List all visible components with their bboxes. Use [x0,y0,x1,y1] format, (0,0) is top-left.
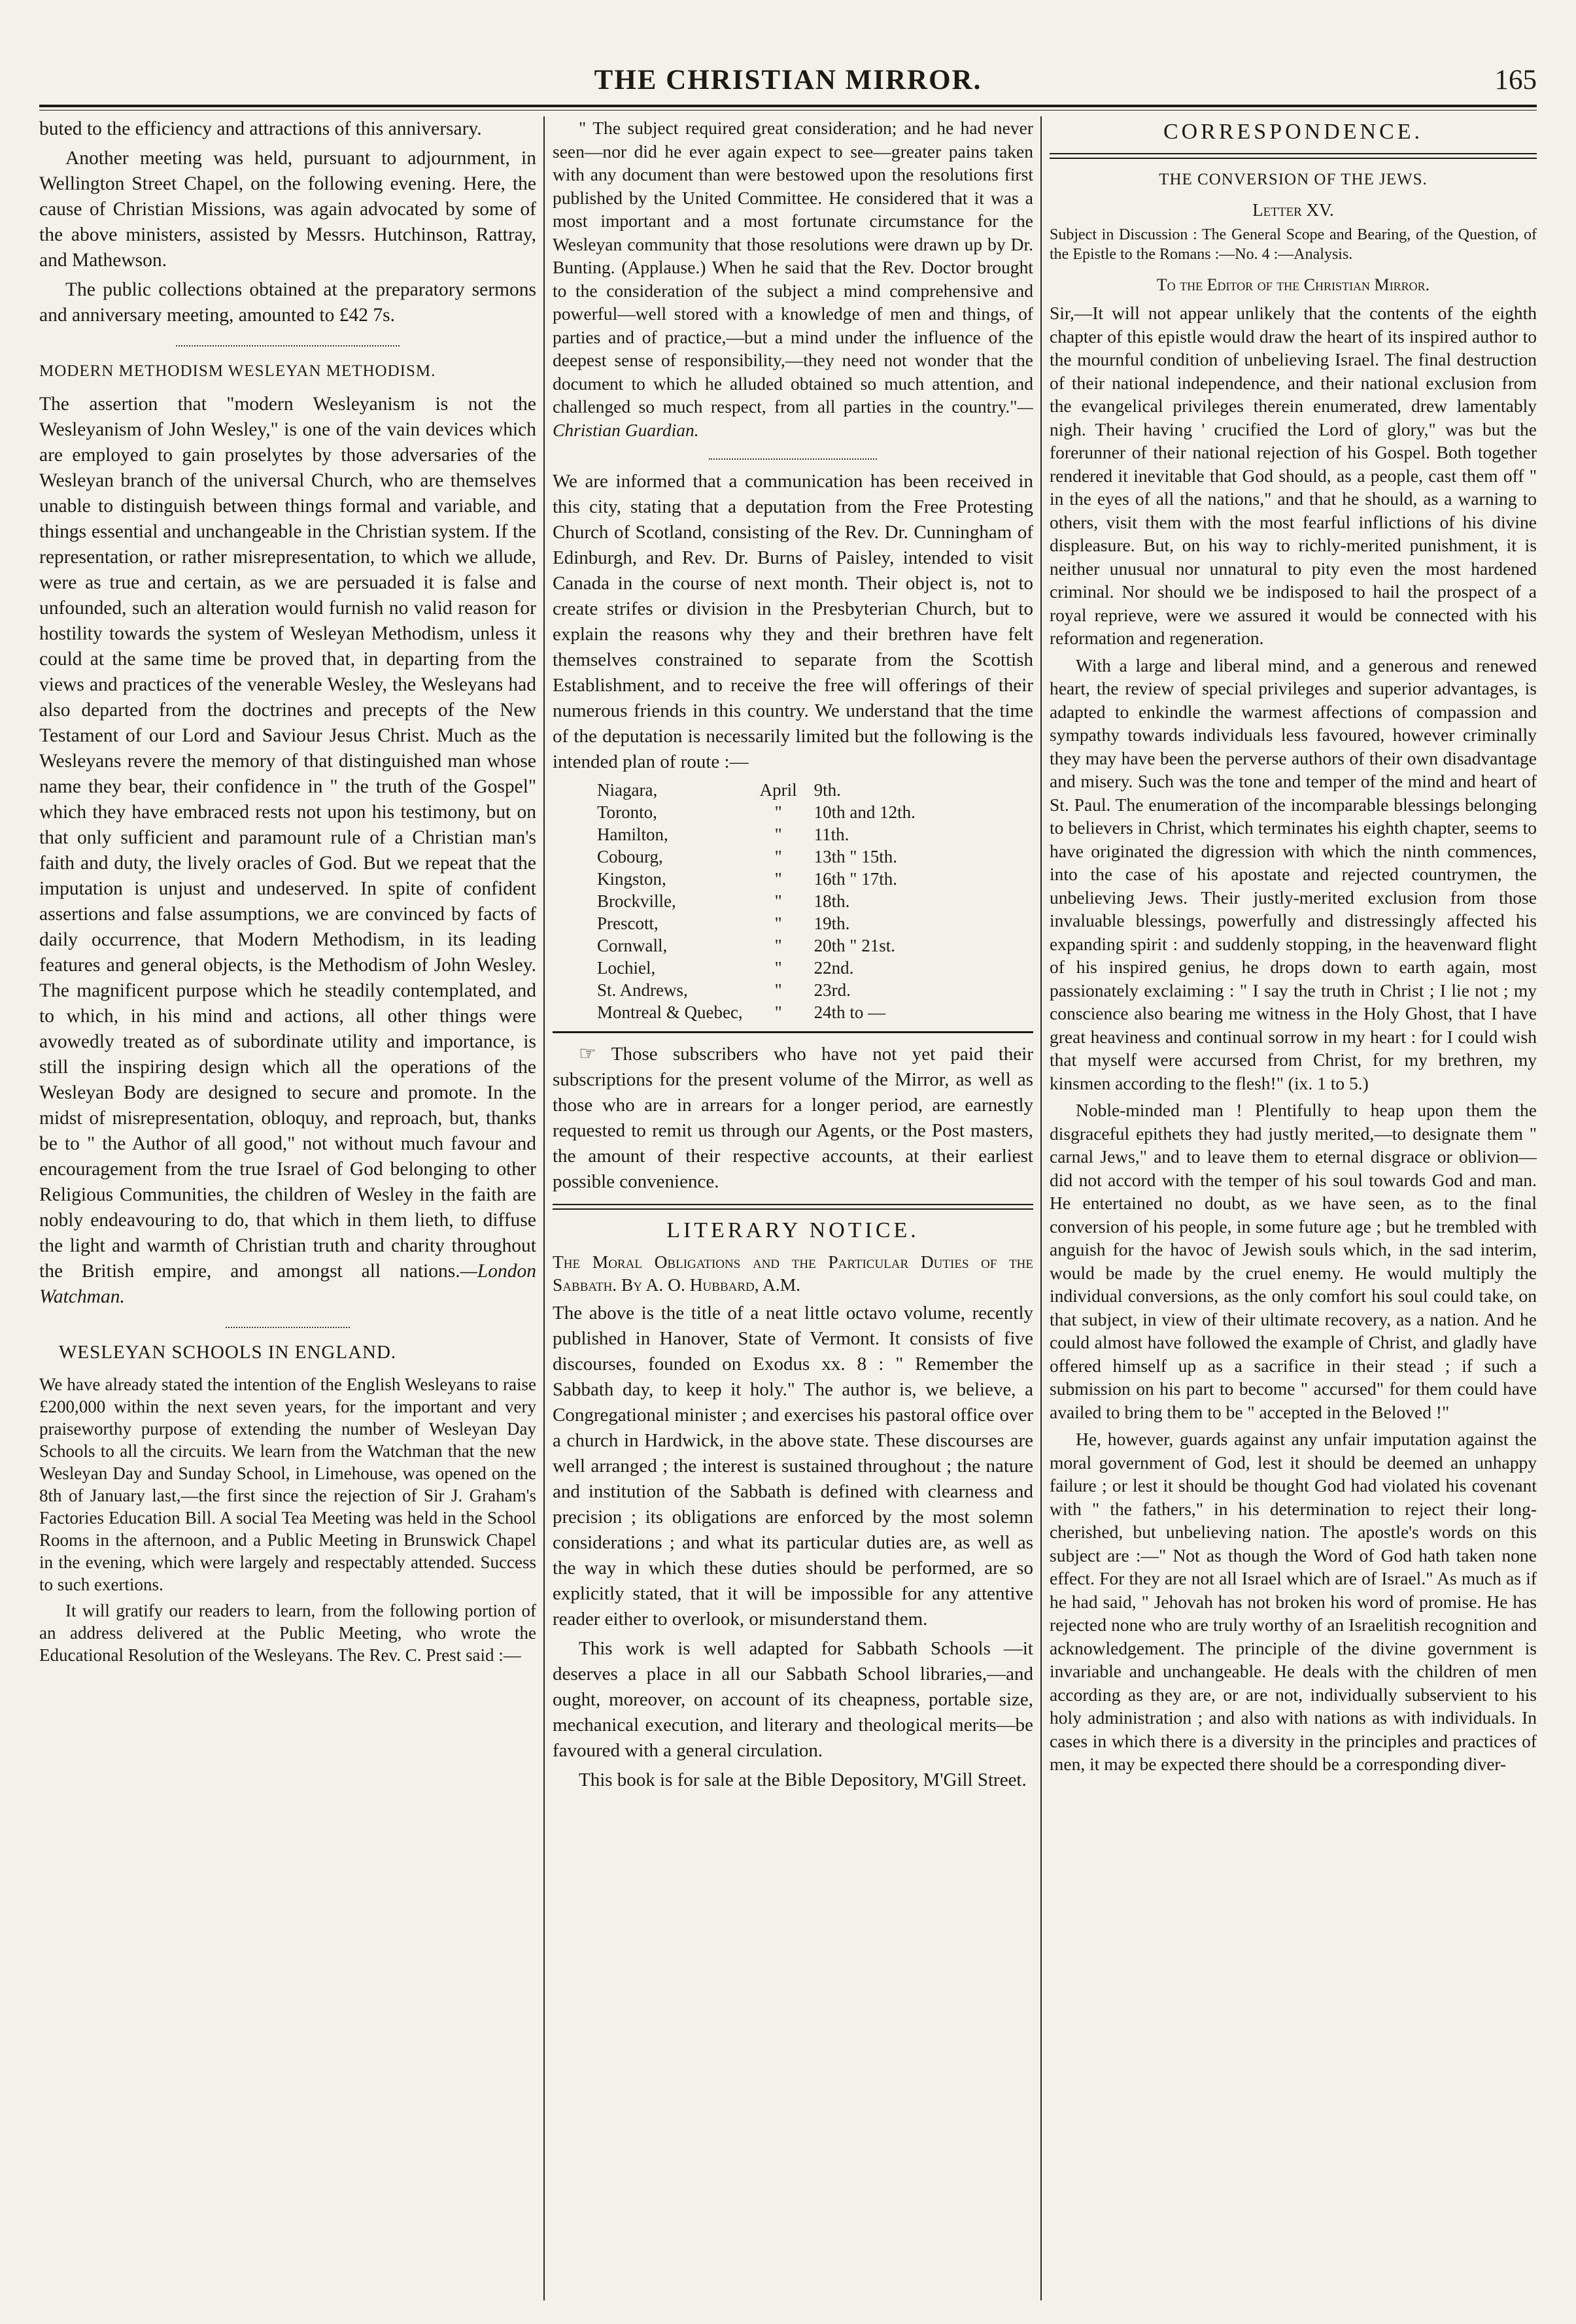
paragraph [39,392,536,1310]
route-month: " [774,891,782,911]
paragraph-text: The assertion that "modern Wesleyanism is not the Wesleyanism of John Wesley," is one of the vain devices which are employed to gain proselytes by those adversaries of the Wesleyan branch of the universal Church, who are themselves unable to distinguish between things formal and variable, and things essential and unchangeable in the Christian system. If the representation, or rather misrepresentation, to which we allude, were as true and certain, as we are persuaded it is false and unfounded, such an alteration would furnish no valid reason for hostility towards the system of Wesleyan Methodism, unless it could at the same time be proved that, in departing from the views and practices of the venerable Wesley, the Wesleyans had also departed from the doctrines and precepts of the New Testament of our Lord and Saviour Jesus Christ. Much as the Wesleyans revere the memory of that distinguished man whose name they bear, their confidence in " the truth of the Gospel" which they have embraced rests not upon his testimony, but on that only sufficient and paramount rule of a Christian man's faith and duty, the lively oracles of God. But we repeat that the imputation is unjust and undeserved. In spite of confident assertions and false assumptions, we are convinced by facts of daily occurrence, that Modern Methodism, in its leading features and general objects, is the Methodism of John Wesley. The magnificent purpose which he steadily contemplated, and to which, in his mind and actions, all other things were avowedly treated as of subordinate utility and importance, is still the inspiring design which all the operations of the Wesleyan Body are designed to secure and promote. In the midst of misrepresentation, obloquy, and reproach, but, thanks be to " the Author of all good," not without much favour and encouragement from the true Israel of God belonging to other Religious Communities, the children of Wesley in the faith are nobly endeavouring to do, that which in them lieth, to diffuse the light and warmth of Christian truth and charity throughout the British empire, and amongst all nations. [39,394,536,1282]
paragraph-text: Those subscribers who have not yet paid their subscriptions for the present volume of the Mirror, as well as those who are in arrears for a longer period, are earnestly requested to remit us through our Agents, or the Post masters, the amount of their respective accounts, at their earliest possible convenience. [553,1044,1033,1192]
section-divider [176,340,400,347]
route-table [592,779,921,1023]
route-place: St. Andrews, [597,980,688,1000]
quoted-paragraph [553,116,1033,441]
route-row [592,957,921,979]
article-heading: MODERN METHODISM WESLEYAN METHODISM. [39,362,436,380]
pointing-hand-icon: ☞ [579,1043,596,1065]
page-header [39,50,1537,109]
column-right [1050,116,1537,2300]
route-place: Montreal & Quebec, [597,1002,743,1022]
section-divider [553,1204,1033,1210]
route-place: Cornwall, [597,936,668,955]
section-divider [226,1322,350,1328]
article-heading: THE CONVERSION OF THE JEWS. [1159,170,1428,188]
route-date: 24th to — [814,1002,886,1022]
article-heading: WESLEYAN SCHOOLS IN ENGLAND. [59,1342,397,1363]
article-heading: LITERARY NOTICE. [666,1218,919,1242]
paragraph: Sir,—It will not appear unlikely that the contents of the eighth chapter of this epistle would draw the heart of its inspired author to the mournful condition of unbelieving Israel. The final destruction of their national independence, and their national exclusion from the evangelical privileges therein enumerated, drew lamentably nigh. Their having ' crucified the Lord of glory," was but the forerunner of their national rejection of his Gospel. Both together rendered it inevitable that God should, as a people, cast them off " in the eyes of all the nations," and that he should, as a warning to others, visit them with the most fearful inflictions of his divine displeasure. But, on his way to richly-merited punishment, it is neither unusual nor unnatural to pity even the most hardened criminal. Nor should we be indisposed to hail the prospect of a royal reprieve, were we assured it would be connected with his reformation and regeneration. [1050,303,1537,648]
route-place: Brockville, [597,891,676,911]
header-rule [39,105,1537,111]
route-row [592,846,921,868]
route-place: Toronto, [597,802,657,822]
section-divider [709,453,877,460]
route-place: Kingston, [597,869,666,889]
paragraph [553,1041,1033,1195]
route-place: Hamilton, [597,825,668,844]
route-date: 20th " 21st. [814,936,895,955]
book-title: The Moral Obligations and the Particular Duties of the Sabbath. By A. O. Hubbard, A.M. [553,1251,1033,1295]
column-divider [1040,116,1042,2300]
route-row [592,890,921,912]
route-date: 22nd. [814,958,854,978]
route-row [592,934,921,957]
route-row [592,979,921,1001]
section-divider [1050,153,1537,159]
route-row [592,779,921,801]
route-place: Prescott, [597,914,659,933]
paragraph: He, however, guards against any unfair imputation against the moral government of God, lest it should be deemed an unhappy failure ; or lest it should be thought God had violated his covenant with " the fathers," in his determination to reject their long-cherished, but unbelieving nation. The apostle's words on this subject are :—" Not as though the Word of God hath taken none effect. For they are not all Israel which are of Israel." As much as if he had said, " Jehovah has not broken his word of promise. He has rejected none who are truly worthy of an Israelitish recognition and acknowledgement. The principle of the divine government is invariable and unchangeable. He deals with the children of men according as they are, or are not, individually subservient to his holy administration ; and also with nations as with individuals. In cases in which there is a diversity in the principles and practices of men, it may be expected there should be a corresponding diver- [1050,1429,1537,1774]
source-attribution: —London Watchman. [39,1261,536,1307]
route-row [592,912,921,934]
route-date: 11th. [814,825,849,844]
route-month: " [774,847,782,866]
route-month: " [774,802,782,822]
subject-line: Subject in Discussion : The General Scope and Bearing, of the Question, of the Epistle to the Romans :—No. 4 :—Analysis. [1050,226,1537,263]
paragraph: With a large and liberal mind, and a generous and renewed heart, the review of special privileges and superior advantages, is adapted to enkindle the warmest affections of compassion and sympathy towards individuals less favoured, however criminally they may have been the perverse authors of their own disadvantage and misery. Such was the tone and temper of the mind and heart of St. Paul. The enumeration of the incomparable blessings belonging to believers in Christ, which terminates his eighth chapter, seems to have originated the digression with which the ninth commences, into the case of his apostate and rejected countrymen, the unbelieving Jews. Their justly-merited exclusion from those invaluable blessings, powerfully and distressingly affected his expanding spirit : and suddenly stopping, in the heavenward flight of his inspired genius, he drops down to earth again, most passionately exclaiming : " I say the truth in Christ ; I lie not ; my conscience also bearing me witness in the Holy Ghost, that I have great heaviness and continual sorrow in my heart : for I could wish that myself were accursed from Christ, for my brethren, my kinsmen according to the flesh!" (ix. 1 to 5.) [1050,655,1537,1093]
route-date: 23rd. [814,980,851,1000]
masthead-title: THE CHRISTIAN MIRROR. [594,65,982,95]
route-month: " [774,914,782,933]
route-month: " [774,825,782,844]
paragraph: This book is for sale at the Bible Depository, M'Gill Street. [579,1769,1027,1790]
addressee: To the Editor of the Christian Mirror. [1156,275,1430,294]
route-date: 10th and 12th. [814,802,916,822]
paragraph: The public collections obtained at the preparatory sermons and anniversary meeting, amounted to £42 7s. [39,279,536,326]
column-left [39,116,536,2300]
section-heading: CORRESPONDENCE. [1163,120,1424,144]
paragraph: buted to the efficiency and attractions of this anniversary. [39,118,482,139]
page-number: 165 [1494,65,1537,95]
route-date: 13th " 15th. [814,847,897,866]
column-middle [553,116,1033,2300]
route-row [592,823,921,846]
route-row [592,868,921,890]
paragraph: The above is the title of a neat little octavo volume, recently published in Hanover, State of Vermont. It consists of five discourses, founded on Exodus xx. 8 : " Remember the Sabbath day, to keep it holy." The author is, we believe, a Congregational minister ; and exercises his pastoral office over a church in Hardwick, in the above state. These discourses are well arranged ; the interest is sustained throughout ; the nature and institution of the Sabbath is defined with clearness and precision ; its obligations are enforced by the most solemn considerations ; and what its particular duties are, as well as the way in which these duties should be performed, are so explicitly stated, that it will be impossible for any attentive reader either to overlook, or misunderstand them. [553,1302,1033,1630]
route-month: " [774,980,782,1000]
route-month: " [774,958,782,978]
route-date: 9th. [814,780,841,800]
route-place: Cobourg, [597,847,663,866]
route-row [592,801,921,823]
route-month: April [759,780,797,800]
route-place: Lochiel, [597,958,656,978]
section-divider [553,1031,1033,1033]
route-month: " [774,1002,782,1022]
letter-number: Letter XV. [1252,200,1334,220]
paragraph: This work is well adapted for Sabbath Schools —it deserves a place in all our Sabbath School libraries,—and ought, moreover, on account of its cheapness, portable size, mechanical execution, and literary and theological merits—be favoured with a general circulation. [553,1637,1033,1761]
route-date: 19th. [814,914,850,933]
route-date: 16th " 17th. [814,869,897,889]
route-date: 18th. [814,891,850,911]
route-row [592,1001,921,1023]
paragraph: Another meeting was held, pursuant to adjournment, in Wellington Street Chapel, on the following evening. Here, the cause of Christian Missions, was again advocated by some of the above ministers, assisted by Messrs. Hutchinson, Rattray, and Mathewson. [39,148,536,271]
source-attribution: —Christian Guardian. [553,396,1033,440]
paragraph: Noble-minded man ! Plentifully to heap upon them the disgraceful epithets they had justly merited,—to designate them " carnal Jews," and to leave them to eternal disgrace or oblivion—did not accord with the temper of his soul towards God and man. He entertained no doubt, as we have seen, as to the final conversion of his people, in some future age ; but he trembled with anguish for the havoc of Jewish souls which, in the sad interim, would be made by the cruel enemy. He would multiply the individual conversions, as the only comfort his soul could take, on that subject, in view of their ultimate recovery, as a nation. And he could almost have followed the example of Christ, and gladly have offered himself up as a sacrifice in their stead ; if such a submission on his part to become " accursed" for them could have availed to bring them to be " accepted in the Beloved !" [1050,1100,1537,1422]
route-month: " [774,869,782,889]
route-month: " [774,936,782,955]
route-place: Niagara, [597,780,658,800]
paragraph: We are informed that a communication has been received in this city, stating that a deputation from the Free Protesting Church of Scotland, consisting of the Rev. Dr. Cunningham of Edinburgh, and Rev. Dr. Burns of Paisley, intended to visit Canada in the course of next month. Their object is, not to create strifes or division in the Presbyterian Church, but to explain the reasons why they and their brethren have felt themselves constrained to separate from the Scottish Establishment, and to receive the free will offerings of their numerous friends in this country. We understand that the time of the deputation is necessarily limited but the following is the intended plan of route :— [553,471,1033,772]
paragraph: We have already stated the intention of the English Wesleyans to raise £200,000 within the next seven years, for the important and very praiseworthy purpose of extending the number of Wesleyan Day Schools to all the circuits. We learn from the Watchman that the new Wesleyan Day and Sunday School, in Limehouse, was opened on the 8th of January last,—the first since the rejection of Sir J. Graham's Factories Education Bill. A social Tea Meeting was held in the School Rooms in the afternoon, and a Public Meeting in Brunswick Chapel in the evening, which were largely and respectably attended. Success to such exertions. [39,1375,536,1594]
paragraph: It will gratify our readers to learn, from the following portion of an address delivered at the Public Meeting, who wrote the Educational Resolution of the Wesleyans. The Rev. C. Prest said :— [39,1601,536,1665]
paragraph-text: " The subject required great consideration; and he had never seen—nor did he ever again expect to see—greater pains taken with any document than were bestowed upon the resolutions first published by the United Committee. He considered that it was a most important and a most fortunate circumstance for the Wesleyan community that those resolutions were drawn up by Dr. Bunting. (Applause.) When he said that the Rev. Doctor brought to the consideration of the subject a mind comprehensive and powerful—well stored with a knowledge of men and things, of parties and of practice,—but a mind under the influence of the deepest sense of responsibility,—they need not wonder that the document to which he alluded obtained so much attention, and challenged so much respect, from all parties in the country." [553,118,1033,417]
column-divider [543,116,545,2300]
